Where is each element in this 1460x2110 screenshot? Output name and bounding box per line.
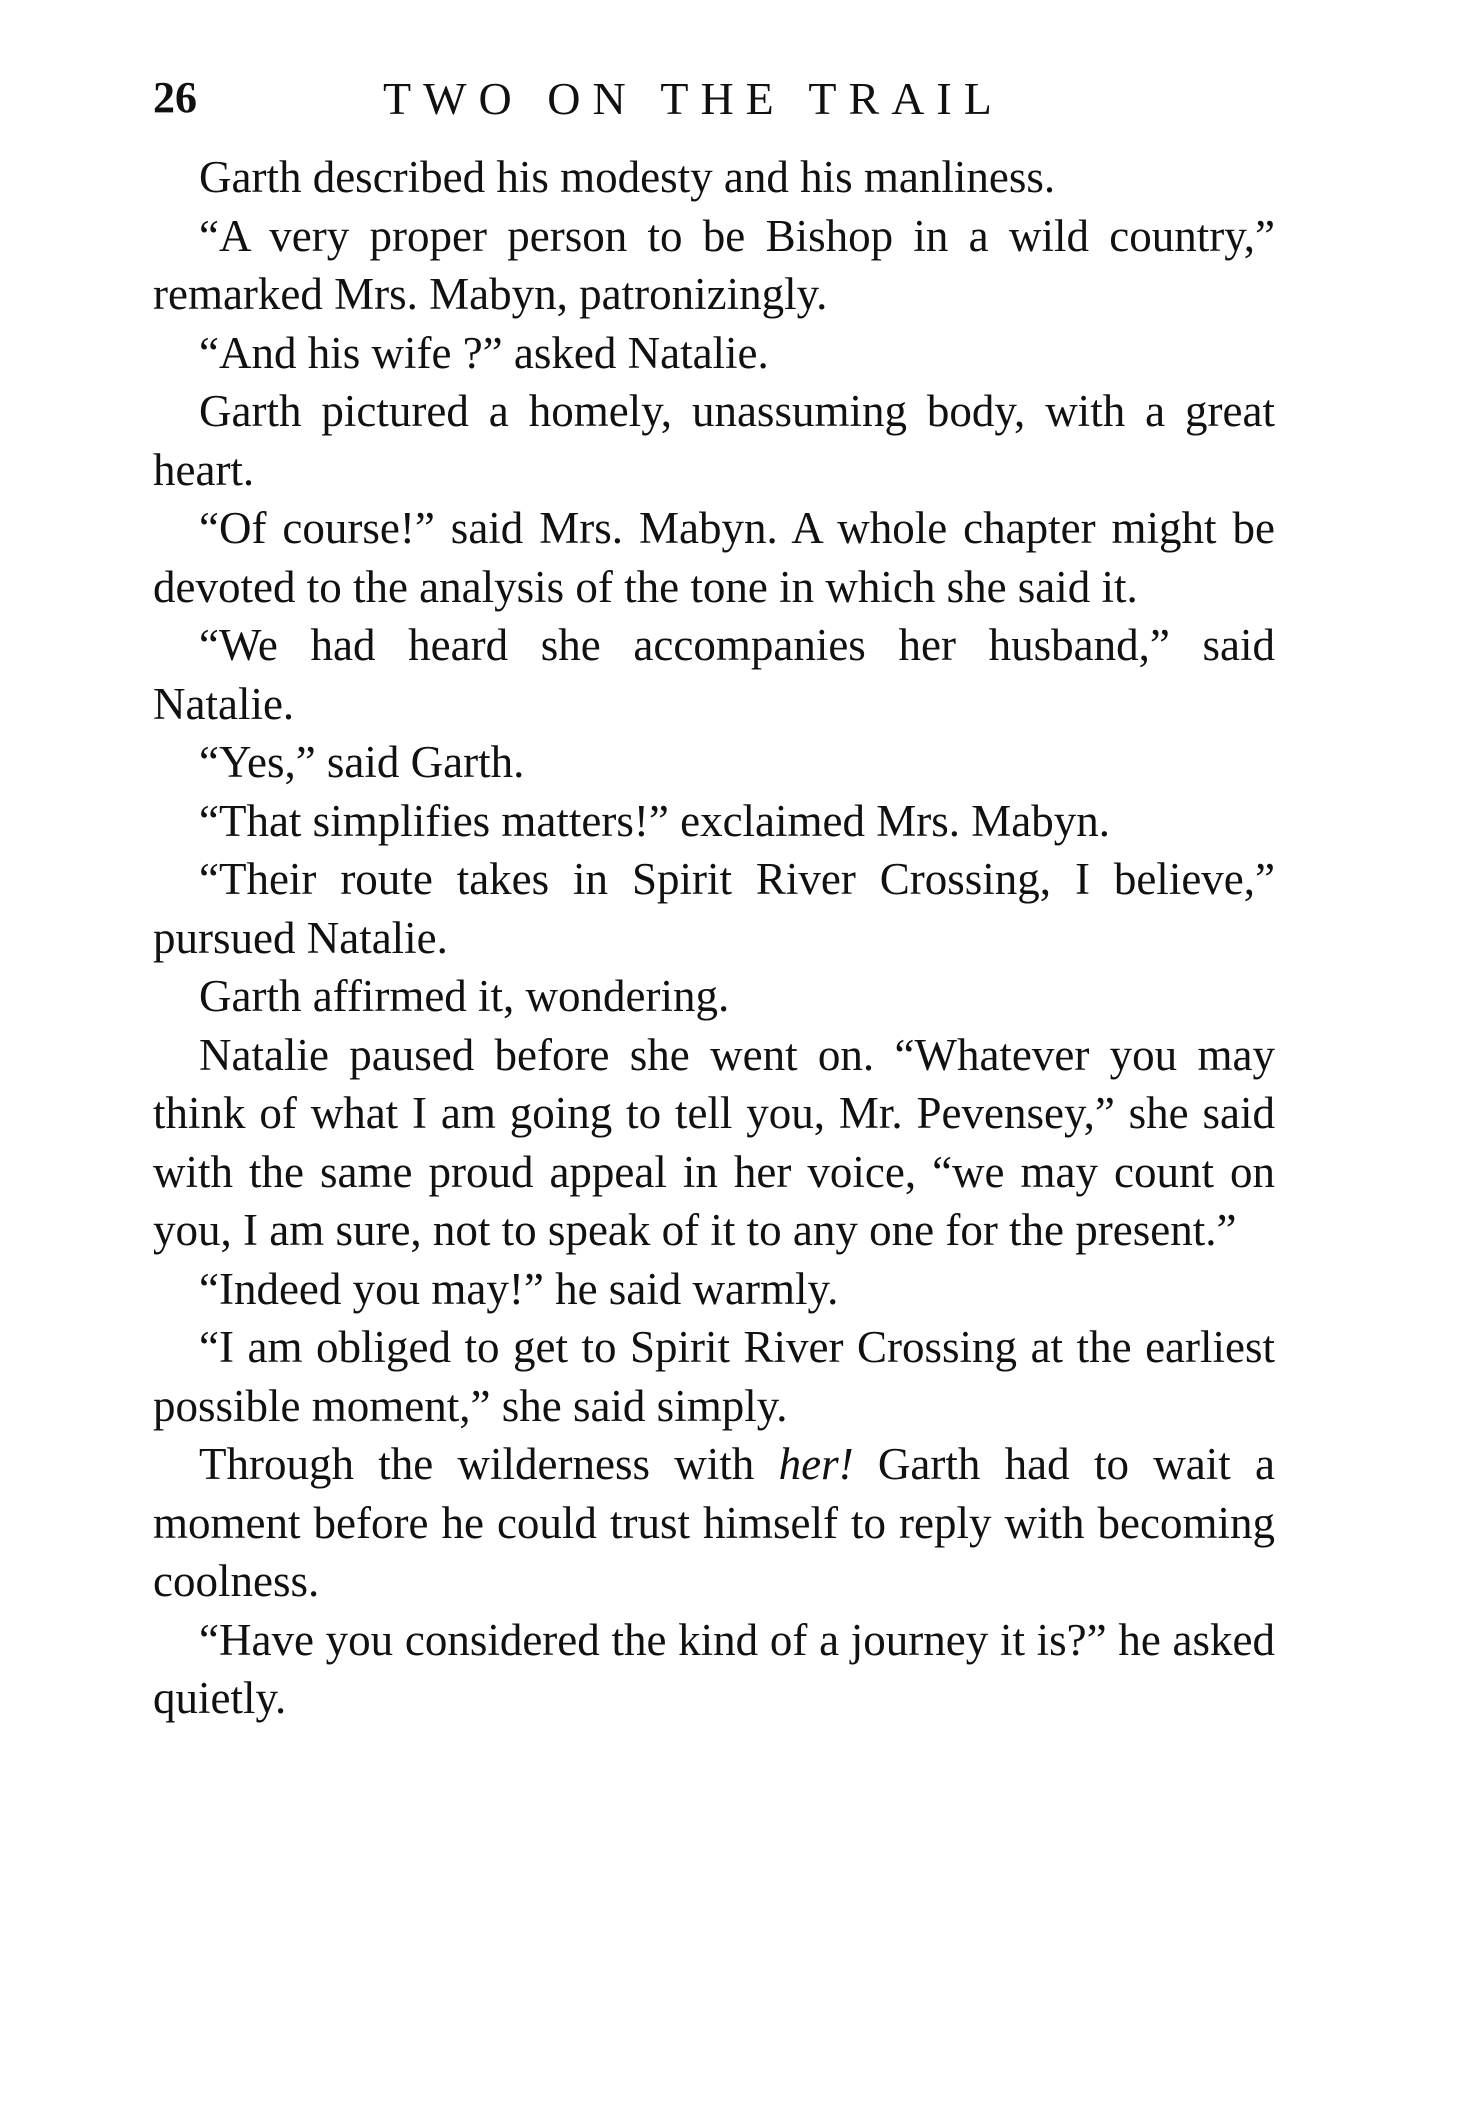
paragraph: Natalie paused before she went on. “Whatever you may think of what I am going to tell you, Mr. Pevensey,” she said with the same proud appeal in her voice, “we may count on you, I am sure, not to speak of it to any one for the present.” — [153, 1029, 1275, 1255]
paragraph: “A very proper person to be Bishop in a wild country,” remarked Mrs. Mabyn, patronizingly. — [153, 210, 1275, 319]
paragraph: “Indeed you may!” he said warmly. — [199, 1263, 839, 1314]
paragraph: Garth affirmed it, wondering. — [199, 971, 730, 1021]
page-number: 26 — [153, 73, 197, 122]
paragraph: Garth described his modesty and his manliness. — [199, 152, 1056, 202]
paragraph: “That simplifies matters!” exclaimed Mrs. Mabyn. — [199, 795, 1110, 846]
paragraph: “And his wife ?” asked Natalie. — [199, 327, 769, 378]
body-text — [153, 148, 1275, 1728]
paragraph-text: Through the wilderness with — [199, 1439, 779, 1489]
running-title: TWO ON THE TRAIL — [383, 73, 1004, 124]
paragraph: “Their route takes in Spirit River Crossing, I believe,” pursued Natalie. — [153, 854, 1275, 963]
paragraph: “Yes,” said Garth. — [199, 737, 525, 787]
paragraph: Garth pictured a homely, unassuming body, with a great heart. — [153, 386, 1275, 495]
running-head — [153, 72, 1273, 132]
paragraph: “I am obliged to get to Spirit River Crossing at the earliest possible moment,” she said simply. — [153, 1322, 1275, 1431]
paragraph: “We had heard she accompanies her husband,” said Natalie. — [153, 620, 1275, 729]
paragraph: “Of course!” said Mrs. Mabyn. A whole chapter might be devoted to the analysis of the tone in which she said it. — [153, 503, 1275, 612]
paragraph — [153, 1435, 1275, 1611]
paragraph-text: Garth had to wait a moment before he could trust himself to reply with becoming coolness. — [153, 1439, 1275, 1606]
paragraph: “Have you considered the kind of a journey it is?” he asked quietly. — [153, 1614, 1275, 1723]
emphasis-text: her! — [778, 1439, 854, 1489]
